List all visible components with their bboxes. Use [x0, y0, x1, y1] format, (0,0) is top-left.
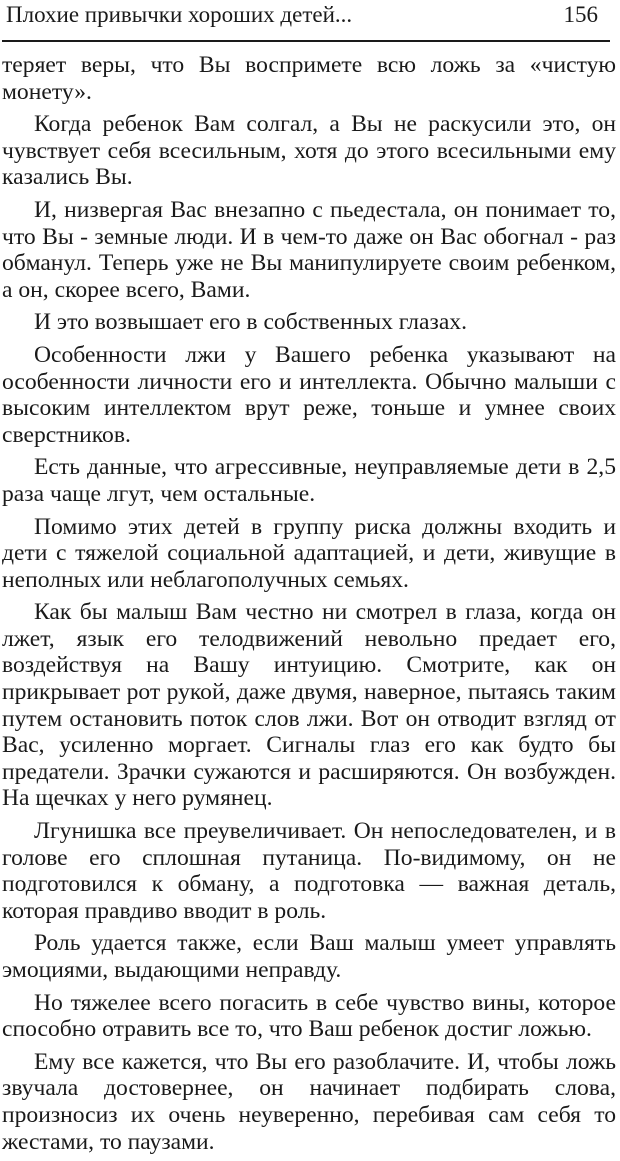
paragraph: Роль удается также, если Ваш малыш умеет управлять эмоциями, выдающими неправду. — [2, 930, 616, 983]
paragraph: И это возвышает его в собственных глазах. — [34, 309, 468, 336]
paragraph: Лгунишка все преувеличивает. Он непоследователен, и в голове его сплошная путаница. По-видимому, он не подготовился к обману, а подготовка — важная деталь, которая правдиво вводит в роль. — [2, 818, 616, 924]
page-number: 156 — [563, 2, 598, 27]
page-header — [2, 0, 610, 42]
paragraph: теряет веры, что Вы воспримете всю ложь за «чистую монету». — [2, 52, 616, 105]
paragraph: И, низвергая Вас внезапно с пьедестала, он понимает то, что Вы - земные люди. И в чем-то даже он Вас обогнал - раз обманул. Теперь уже не Вы манипулируете своим ребенком, а он, скорее всего, Вами. — [2, 196, 616, 303]
running-title: Плохие привычки хороших детей... — [6, 2, 353, 27]
paragraph: Как бы малыш Вам честно ни смотрел в глаза, когда он лжет, язык его телодвижений невольно предает его, воздействуя на Вашу интуицию. Смотрите, как он прикрывает рот рукой, даже двумя, наверное, пытаясь таким путем остановить поток слов лжи. Вот он отводит взгляд от Вас, усиленно моргает. Сигналы глаз его как будто бы предатели. Зрачки сужаются и расширяются. Он возбужден. На щечках у него румянец. — [2, 599, 616, 812]
paragraph: Особенности лжи у Вашего ребенка указывают на особенности личности его и интеллекта. Обычно малыши с высоким интеллектом врут реже, тоньше и умнее своих сверстников. — [2, 341, 616, 448]
paragraph: Когда ребенок Вам солгал, а Вы не раскусили это, он чувствует себя всесильным, хотя до этого всесильными ему казались Вы. — [2, 111, 616, 191]
paragraph: Помимо этих детей в группу риска должны входить и дети с тяжелой социальной адаптацией, и дети, живущие в неполных или неблагополучных семьях. — [2, 513, 616, 593]
paragraph: Есть данные, что агрессивные, неуправляемые дети в 2,5 раза чаще лгут, чем остальные. — [2, 454, 616, 507]
body-text — [2, 52, 616, 1161]
paragraph: Но тяжелее всего погасить в себе чувство вины, которое способно отравить все то, что Ваш ребенок достиг ложью. — [2, 989, 616, 1043]
paragraph: Ему все кажется, что Вы его разоблачите. И, чтобы ложь звучала достовернее, он начинает подбирать слова, произносиз их очень неуверенно, перебивая сам себя то жестами, то паузами. — [2, 1048, 616, 1155]
